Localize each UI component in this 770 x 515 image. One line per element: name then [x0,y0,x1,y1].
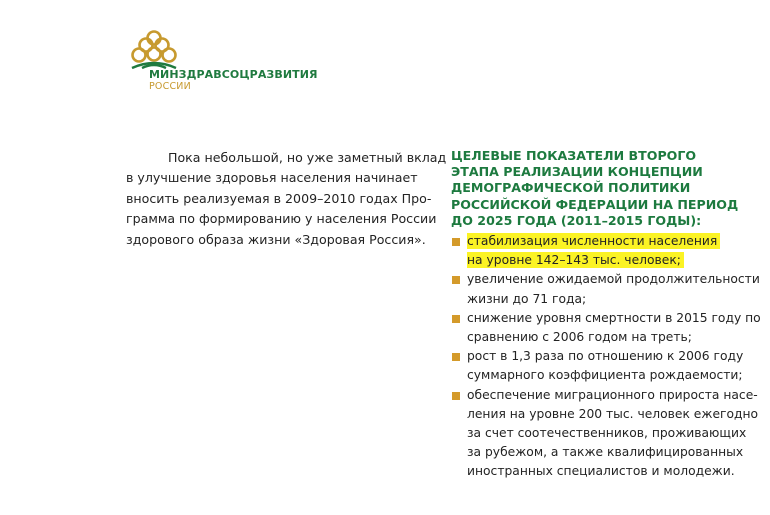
targets-list [451,232,767,482]
list-item [451,386,767,482]
list-item [451,309,767,347]
list-item-line: сравнению с 2006 годом на треть; [467,330,692,345]
list-item-line: снижение уровня смертности в 2015 году по [467,310,761,325]
intro-line: Пока небольшой, но уже заметный вклад [168,150,447,165]
intro-line: здорового образа жизни «Здоровая Россия». [126,231,426,247]
highlighted-text: на уровне 142–143 тыс. человек; [467,252,684,268]
targets-heading [451,148,767,229]
list-item-line: обеспечение миграционного прироста насе- [467,387,758,402]
heading-line: РОССИЙСКОЙ ФЕДЕРАЦИИ НА ПЕРИОД [451,196,739,212]
heading-line: ЦЕЛЕВЫЕ ПОКАЗАТЕЛИ ВТОРОГО [451,148,697,163]
intro-paragraph [126,148,447,250]
intro-line: грамма по формированию у населения России [126,211,437,227]
logo-name: МИНЗДРАВСОЦРАЗВИТИЯ [149,68,318,81]
list-item-line: ления на уровне 200 тыс. человек ежегодно [467,406,759,421]
list-item-line: суммарного коэффициента рождаемости; [467,368,743,383]
list-item-line: рост в 1,3 раза по отношению к 2006 году [467,349,744,364]
list-item-line: за рубежом, а также квалифицированных [467,445,744,460]
intro-line: в улучшение здоровья населения начинает [126,170,418,186]
list-item-line: увеличение ожидаемой продолжительности [467,272,760,287]
bullet-square-icon [452,238,460,246]
list-item-line: жизни до 71 года; [467,291,587,306]
list-item [451,347,767,385]
heading-line: ЭТАПА РЕАЛИЗАЦИИ КОНЦЕПЦИИ [451,164,703,180]
list-item [451,270,767,308]
list-item [451,232,767,270]
list-item-line: иностранных специалистов и молодежи. [467,464,735,479]
list-item-line: за счет соотечественников, проживающих [467,426,747,441]
highlighted-text: стабилизация численности населения [467,233,720,249]
bullet-square-icon [452,353,460,361]
bullet-square-icon [452,392,460,400]
heading-line: ДЕМОГРАФИЧЕСКОЙ ПОЛИТИКИ [451,180,691,196]
intro-line: вносить реализуемая в 2009–2010 годах Про- [126,190,432,206]
rings-emblem-icon [126,28,182,72]
bullet-square-icon [452,315,460,323]
logo-subtitle: РОССИИ [149,81,191,92]
bullet-square-icon [452,276,460,284]
ministry-logo [126,28,326,92]
targets-section [451,148,767,482]
heading-line: ДО 2025 ГОДА (2011–2015 ГОДЫ): [451,212,702,228]
